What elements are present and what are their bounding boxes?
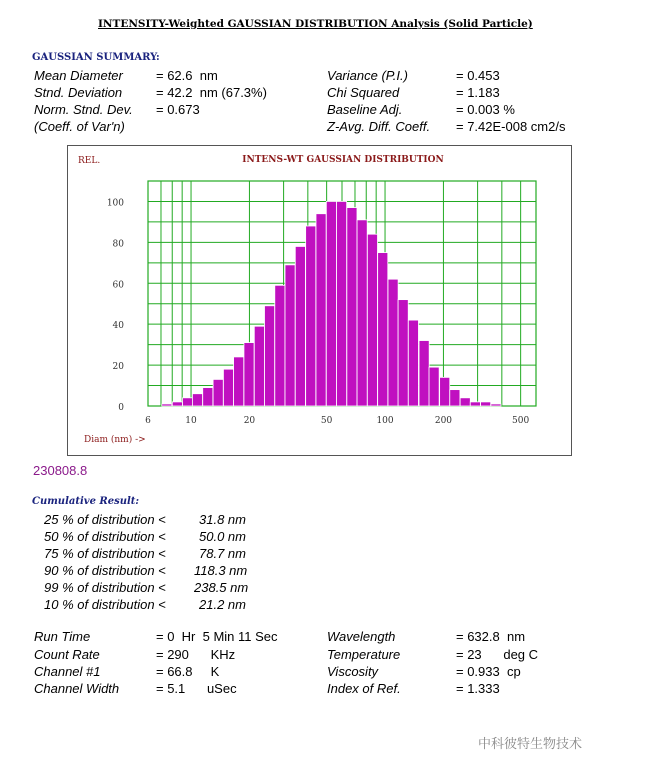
summary-value: = 1.183: [456, 85, 500, 100]
summary-label: Baseline Adj.: [327, 102, 403, 117]
run-label: Temperature: [327, 647, 401, 662]
y-tick-label: 40: [112, 321, 124, 332]
histogram-bar: [429, 367, 439, 406]
run-label: Index of Ref.: [327, 681, 401, 696]
histogram-bar: [172, 402, 182, 406]
cumulative-value: 78.7 nm: [199, 546, 246, 561]
chart-plot-area: [107, 181, 536, 426]
cumulative-pct: 10 % of distribution <: [44, 597, 166, 612]
y-tick-label: 80: [112, 239, 124, 250]
cumulative-heading: Cumulative Result:: [32, 496, 140, 507]
histogram-bar: [265, 306, 275, 406]
x-tick-label: 200: [434, 416, 453, 426]
y-tick-label: 100: [106, 198, 124, 209]
cumulative-value: 50.0 nm: [199, 529, 246, 544]
cumulative-pct: 25 % of distribution <: [44, 512, 166, 527]
gaussian-summary-heading: GAUSSIAN SUMMARY:: [32, 52, 160, 63]
summary-value: = 0.673: [156, 102, 200, 117]
watermark: 中科彼特生物技术: [478, 736, 583, 751]
summary-value: = 0.003 %: [456, 102, 515, 117]
histogram-bar: [306, 226, 316, 406]
run-value: = 0 Hr 5 Min 11 Sec: [156, 629, 278, 644]
run-value: = 0.933 cp: [456, 664, 521, 679]
histogram-bar: [419, 341, 429, 406]
histogram-bar: [162, 404, 172, 406]
histogram-bar: [491, 404, 501, 406]
cumulative-value: 21.2 nm: [199, 597, 246, 612]
y-tick-label: 20: [112, 362, 124, 373]
chart-frame: [67, 145, 572, 456]
summary-label: Z-Avg. Diff. Coeff.: [327, 119, 431, 134]
histogram-bar: [367, 234, 377, 406]
histogram-bar: [192, 394, 202, 406]
histogram-bar: [347, 208, 357, 406]
histogram-bar: [337, 201, 347, 406]
cumulative-value: 118.3 nm: [194, 563, 248, 578]
summary-label: Mean Diameter: [34, 68, 123, 83]
cumulative-value: 238.5 nm: [194, 580, 249, 595]
summary-value: = 0.453: [456, 68, 500, 83]
sample-id: 230808.8: [33, 463, 88, 478]
histogram-bar: [326, 201, 336, 406]
histogram-bar: [388, 279, 398, 406]
chart-title: INTENS-WT GAUSSIAN DISTRIBUTION: [242, 155, 444, 165]
histogram-bar: [481, 402, 491, 406]
histogram-bar: [183, 398, 193, 406]
cumulative-pct: 75 % of distribution <: [44, 546, 166, 561]
run-label: Count Rate: [34, 647, 100, 662]
histogram-bar: [295, 246, 305, 406]
summary-value: = 42.2 nm (67.3%): [156, 85, 267, 100]
x-tick-label: 6: [145, 416, 151, 426]
distribution-chart: [68, 146, 571, 455]
cumulative-value: 31.8 nm: [199, 512, 246, 527]
histogram-bar: [378, 253, 388, 406]
summary-label: Stnd. Deviation: [34, 85, 123, 100]
histogram-bar: [234, 357, 244, 406]
x-tick-label: 50: [320, 416, 333, 426]
x-tick-label: 500: [512, 416, 530, 426]
run-value: = 1.333: [456, 681, 500, 696]
run-value: = 632.8 nm: [456, 629, 526, 644]
histogram-bar: [203, 388, 213, 406]
run-label: Viscosity: [327, 664, 379, 679]
run-label: Run Time: [34, 629, 91, 644]
x-tick-label: 100: [376, 416, 394, 426]
run-value: = 290 KHz: [156, 647, 236, 662]
summary-label: Variance (P.I.): [327, 68, 408, 83]
x-tick-label: 20: [243, 416, 256, 426]
run-label: Channel #1: [34, 664, 101, 679]
summary-value: = 7.42E-008 cm2/s: [456, 119, 566, 134]
summary-value: = 62.6 nm: [156, 68, 218, 83]
cumulative-pct: 99 % of distribution <: [44, 580, 166, 595]
histogram-bar: [285, 265, 295, 406]
histogram-bar: [470, 402, 480, 406]
summary-label: Chi Squared: [327, 85, 400, 100]
x-tick-label: 10: [185, 416, 197, 426]
histogram-bar: [408, 320, 418, 406]
cumulative-pct: 50 % of distribution <: [44, 529, 166, 544]
histogram-bar: [398, 300, 408, 406]
histogram-bar: [460, 398, 470, 406]
run-value: = 5.1 uSec: [156, 681, 237, 696]
run-label: Channel Width: [34, 681, 120, 696]
y-tick-label: 60: [112, 280, 124, 291]
histogram-bar: [450, 390, 460, 406]
summary-label: Norm. Stnd. Dev.: [34, 102, 133, 117]
run-value: = 66.8 K: [156, 664, 220, 679]
run-label: Wavelength: [327, 629, 396, 644]
histogram-bar: [357, 220, 367, 406]
y-tick-label: 0: [118, 403, 124, 413]
histogram-bar: [316, 214, 326, 406]
run-value: = 23 deg C: [456, 647, 539, 662]
histogram-bar: [275, 285, 285, 406]
histogram-bar: [254, 326, 264, 406]
histogram-bar: [223, 369, 233, 406]
histogram-bar: [213, 379, 223, 406]
chart-xlabel: Diam (nm) ->: [84, 435, 146, 445]
report-title: INTENSITY-Weighted GAUSSIAN DISTRIBUTION Analysis (Solid Particle): [98, 18, 533, 30]
cumulative-pct: 90 % of distribution <: [44, 563, 166, 578]
summary-label: (Coeff. of Var'n): [34, 119, 125, 134]
histogram-bar: [244, 343, 254, 406]
histogram-bar: [440, 377, 450, 406]
chart-ylabel: REL.: [78, 156, 101, 166]
